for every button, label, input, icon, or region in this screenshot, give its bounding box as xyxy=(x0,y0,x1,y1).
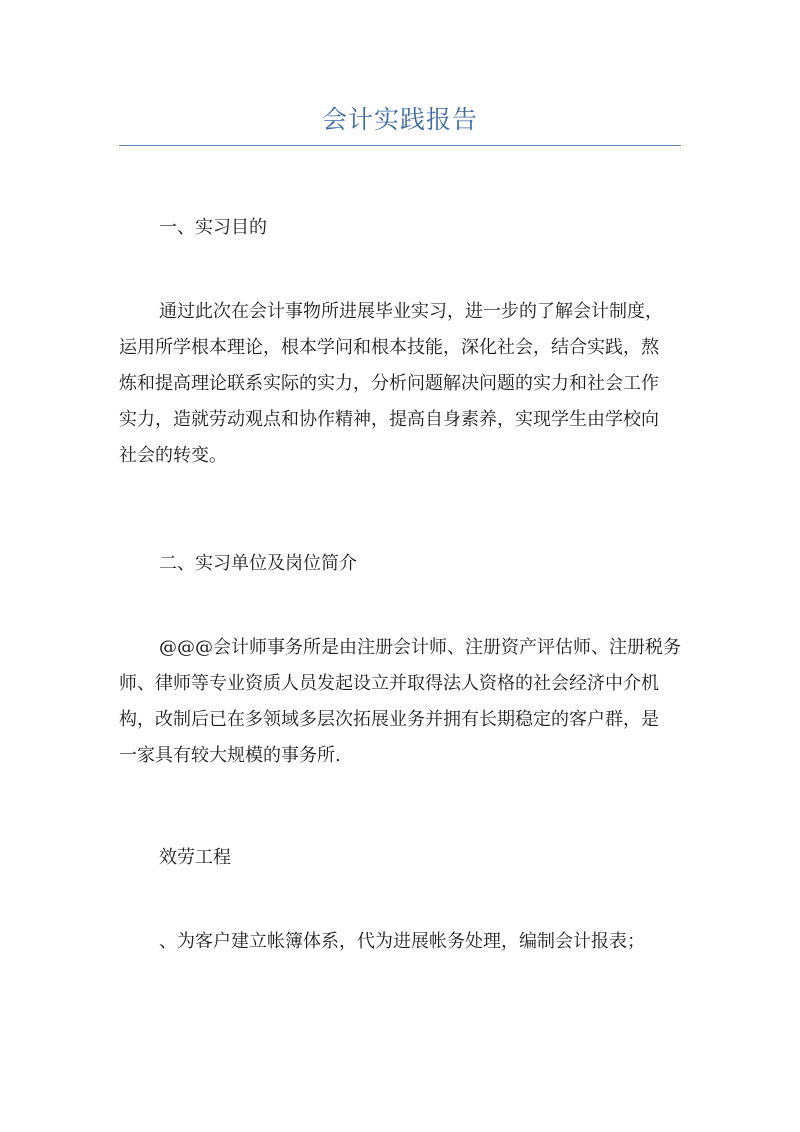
section-heading-purpose: 一、实习目的 xyxy=(159,217,267,238)
paragraph-line: 构，改制后已在多领域多层次拓展业务并拥有长期稳定的客户群，是 xyxy=(119,709,659,730)
paragraph-line: @@@会计师事务所是由注册会计师、注册资产评估师、注册税务 xyxy=(159,637,681,658)
paragraph-services xyxy=(119,924,685,960)
paragraph-line: 社会的转变。 xyxy=(119,445,227,466)
paragraph-line: 运用所学根本理论，根本学问和根本技能，深化社会，结合实践，熬 xyxy=(119,337,659,358)
paragraph-line: 一家具有较大规模的事务所. xyxy=(119,745,341,766)
paragraph-line: 师、律师等专业资质人员发起设立并取得法人资格的社会经济中介机 xyxy=(119,673,659,694)
section-heading-unit-intro: 二、实习单位及岗位简介 xyxy=(159,553,357,574)
paragraph-unit-intro xyxy=(119,630,685,774)
title-underline xyxy=(119,145,681,146)
paragraph-line: 通过此次在会计事物所进展毕业实习，进一步的了解会计制度， xyxy=(159,301,663,322)
paragraph-line: 实力，造就劳动观点和协作精神，提高自身素养，实现学生由学校向 xyxy=(119,409,659,430)
section-heading-services: 效劳工程 xyxy=(159,847,231,868)
document-title: 会计实践报告 xyxy=(321,105,478,134)
paragraph-line: 炼和提高理论联系实际的实力，分析问题解决问题的实力和社会工作 xyxy=(119,373,659,394)
paragraph-line: 、为客户建立帐簿体系，代为进展帐务处理，编制会计报表； xyxy=(159,931,645,952)
paragraph-purpose xyxy=(119,294,685,474)
